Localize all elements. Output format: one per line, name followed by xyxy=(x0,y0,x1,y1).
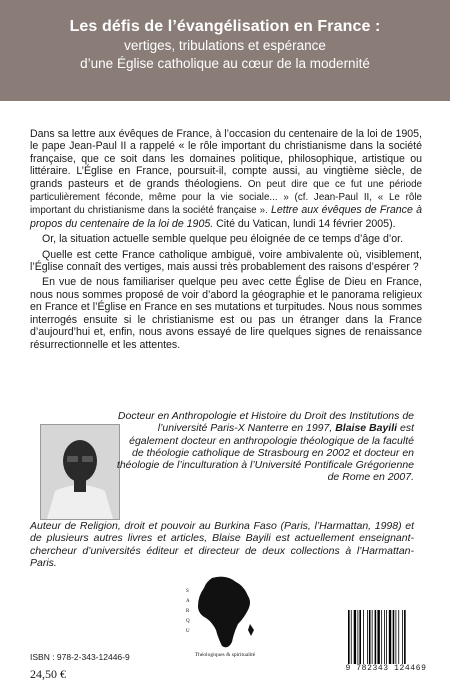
book-subtitle-line2: d’une Église catholique au cœur de la modernité xyxy=(80,56,370,71)
author-photo xyxy=(40,424,120,520)
back-cover-text xyxy=(30,128,422,354)
barcode-bar xyxy=(377,610,379,664)
barcode-bar xyxy=(398,610,399,664)
barcode-bar xyxy=(351,610,352,664)
barcode-bar xyxy=(404,610,406,664)
book-subtitle-line1: vertiges, tribulations et espérance xyxy=(124,38,326,53)
barcode-bar xyxy=(369,610,371,664)
barcode-bar xyxy=(381,610,382,664)
author-bio-a: Docteur en Anthropologie et Histoire du Droit des Institutions de l’université Paris-X Nanterre en 1997, xyxy=(117,410,414,435)
paragraph-1-italic: Lettre aux évêques de France à propos du centenaire de la loi de 1905. xyxy=(30,204,422,230)
barcode-number: 9 782343 124469 xyxy=(345,664,427,673)
barcode-bar xyxy=(393,610,395,664)
barcode-bar xyxy=(372,610,373,664)
barcode-bar xyxy=(375,610,377,664)
cover-header xyxy=(0,0,450,101)
svg-text:S: S xyxy=(186,589,189,594)
svg-text:R: R xyxy=(186,609,190,614)
barcode-bar xyxy=(359,610,361,664)
barcode-bar xyxy=(348,610,350,664)
barcode-bar xyxy=(396,610,397,664)
paragraph-1-quote: On peut dire que ce fut une période particulièrement féconde, même pour la vie sociale... » (cf. Jean-Paul II, « Le rôle important du christianisme dans la société française ». xyxy=(30,178,422,217)
barcode-bar xyxy=(363,610,364,664)
barcode-bar xyxy=(384,610,385,664)
barcode-bar xyxy=(386,610,387,664)
barcode-bar xyxy=(389,610,391,664)
barcode xyxy=(346,610,426,670)
barcode-bar xyxy=(358,610,359,664)
paragraph-1-text: Dans sa lettre aux évêques de France, à l’occasion du centenaire de la loi de 1905, le pape Jean-Paul II a rappelé « le rôle important du christianisme dans la société française, que ce soit dans les domaines politique, philosophique, artistique ou littéraire. L’Église en France, poursuit-il, compte aussi, au vingtième siècle, de grands pasteurs et de grands théologiens. xyxy=(30,128,422,190)
author-portrait-graphic xyxy=(41,425,119,519)
publisher-logo-caption: Théologiques & spiritualité xyxy=(194,652,256,658)
paragraph-4: En vue de nous familiariser quelque peu avec cette Église de Dieu en France, nous nous sommes proposé de voir d’abord la géographie et le panorama religieux en France et l’Église en France en ses mutations et turpitudes. Nous nous sommes interrogés ensuite si le christianisme est ou pas un étranger dans la France d’aujourd’hui et, enfin, nous avons essayé de lire quelques signes de renaissance résurrectionnelle et les attentes. xyxy=(30,276,422,351)
barcode-bar xyxy=(402,610,403,664)
svg-text:U: U xyxy=(186,629,190,634)
author-name: Blaise Bayili xyxy=(335,422,398,435)
author-bio-bottom: Auteur de Religion, droit et pouvoir au Burkina Faso (Paris, l’Harmattan, 1998) et de plusieurs autres livres et articles, Blaise Bayili est actuellement enseignant-chercheur d’universités éditeur et directeur de deux collections à l’Harmattan-Paris. xyxy=(30,520,414,569)
publisher-africa-logo xyxy=(178,572,270,652)
paragraph-3: Quelle est cette France catholique ambiguë, voire ambivalente où, visiblement, l’Église connaît des vertiges, mais aussi très probablement des raisons d’espérer ? xyxy=(30,248,422,274)
author-bio-top xyxy=(116,410,414,484)
barcode-bar xyxy=(367,610,368,664)
svg-text:Q: Q xyxy=(186,619,190,624)
isbn: ISBN : 978-2-343-12446-9 xyxy=(30,652,130,662)
price: 24,50 € xyxy=(30,667,66,681)
svg-text:A: A xyxy=(186,599,190,604)
paragraph-1 xyxy=(30,128,422,230)
paragraph-1-end: Cité du Vatican, lundi 14 février 2005). xyxy=(216,217,396,230)
paragraph-2: Or, la situation actuelle semble quelque peu éloignée de ce temps d’âge d’or. xyxy=(42,233,404,246)
book-title: Les défis de l’évangélisation en France : xyxy=(69,18,381,35)
author-bio-b: est également docteur en anthropologie théologique de la faculté de théologie catholique de Strasbourg en 2002 et docteur en théologie de l’inculturation à l’Université Pontificale Grégorienne de Rome en 2007. xyxy=(116,422,414,484)
barcode-bar xyxy=(354,610,356,664)
